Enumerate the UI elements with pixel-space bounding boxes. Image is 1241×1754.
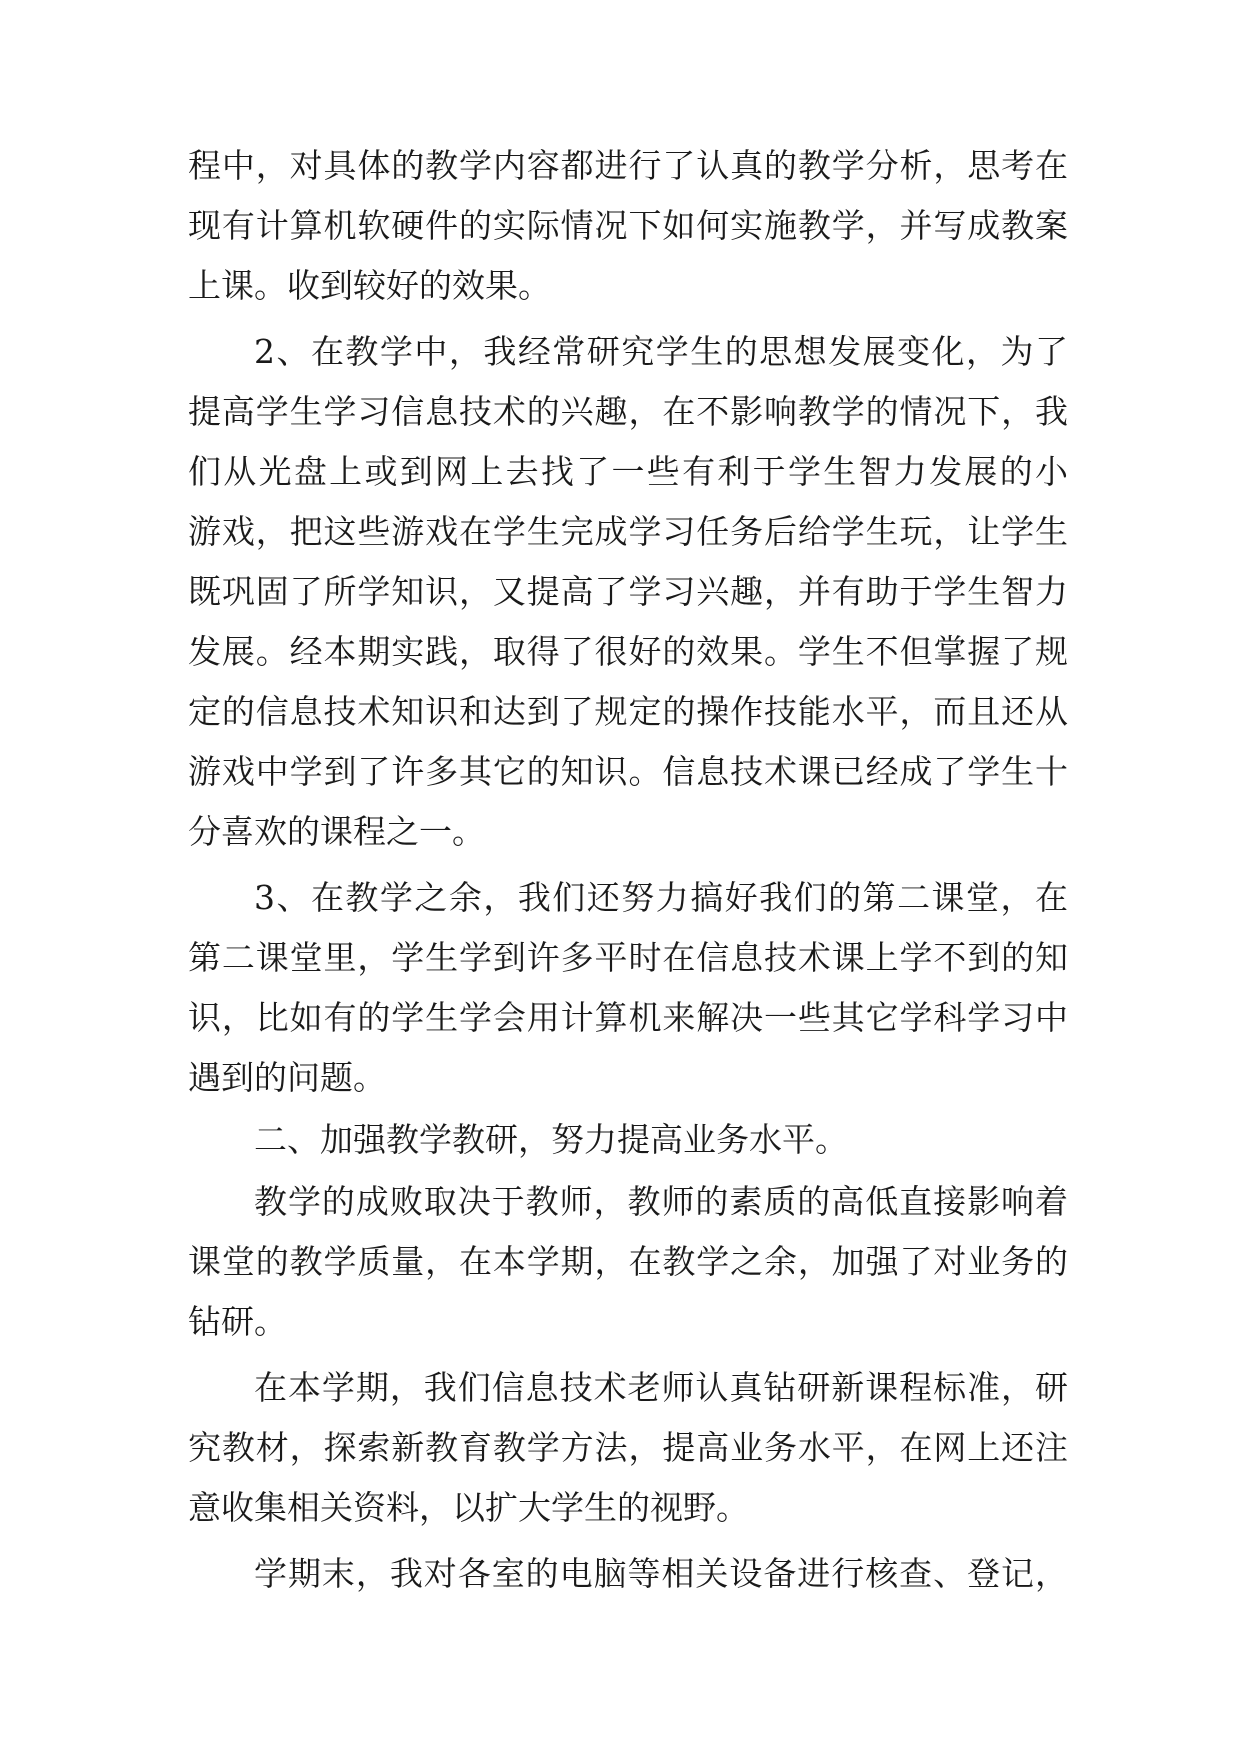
text-line-22: 究教材，探索新教育教学方法，提高业务水平，在网上还注	[188, 1428, 1068, 1467]
text-line-18: 教学的成败取决于教师，教师的素质的高低直接影响着	[254, 1182, 1068, 1221]
text-line-19: 课堂的教学质量，在本学期，在教学之余，加强了对业务的	[188, 1242, 1068, 1281]
text-line-5: 提高学生学习信息技术的兴趣，在不影响教学的情况下，我	[188, 392, 1068, 431]
text-line-15: 识，比如有的学生学会用计算机来解决一些其它学科学习中	[188, 998, 1068, 1037]
text-line-20: 钻研。	[188, 1302, 287, 1341]
text-line-10: 定的信息技术知识和达到了规定的操作技能水平，而且还从	[188, 692, 1068, 731]
text-line-13: 3、在教学之余，我们还努力搞好我们的第二课堂，在	[254, 878, 1068, 917]
text-line-14: 第二课堂里，学生学到许多平时在信息技术课上学不到的知	[188, 938, 1068, 977]
text-line-4: 2、在教学中，我经常研究学生的思想发展变化，为了	[254, 332, 1068, 371]
text-line-24: 学期末，我对各室的电脑等相关设备进行核查、登记，	[254, 1554, 1068, 1593]
text-line-16: 遇到的问题。	[188, 1058, 386, 1097]
text-line-23: 意收集相关资料，以扩大学生的视野。	[188, 1488, 749, 1527]
text-line-6: 们从光盘上或到网上去找了一些有利于学生智力发展的小	[188, 452, 1068, 491]
text-line-7: 游戏，把这些游戏在学生完成学习任务后给学生玩，让学生	[188, 512, 1068, 551]
text-line-3: 上课。收到较好的效果。	[188, 266, 551, 305]
text-line-21: 在本学期，我们信息技术老师认真钻研新课程标准，研	[254, 1368, 1068, 1407]
text-line-1: 程中，对具体的教学内容都进行了认真的教学分析，思考在	[188, 146, 1068, 185]
text-line-8: 既巩固了所学知识，又提高了学习兴趣，并有助于学生智力	[188, 572, 1068, 611]
text-line-12: 分喜欢的课程之一。	[188, 812, 485, 851]
text-line-2: 现有计算机软硬件的实际情况下如何实施教学，并写成教案	[188, 206, 1068, 245]
text-line-17: 二、加强教学教研，努力提高业务水平。	[254, 1120, 848, 1159]
text-line-11: 游戏中学到了许多其它的知识。信息技术课已经成了学生十	[188, 752, 1068, 791]
text-line-9: 发展。经本期实践，取得了很好的效果。学生不但掌握了规	[188, 632, 1068, 671]
